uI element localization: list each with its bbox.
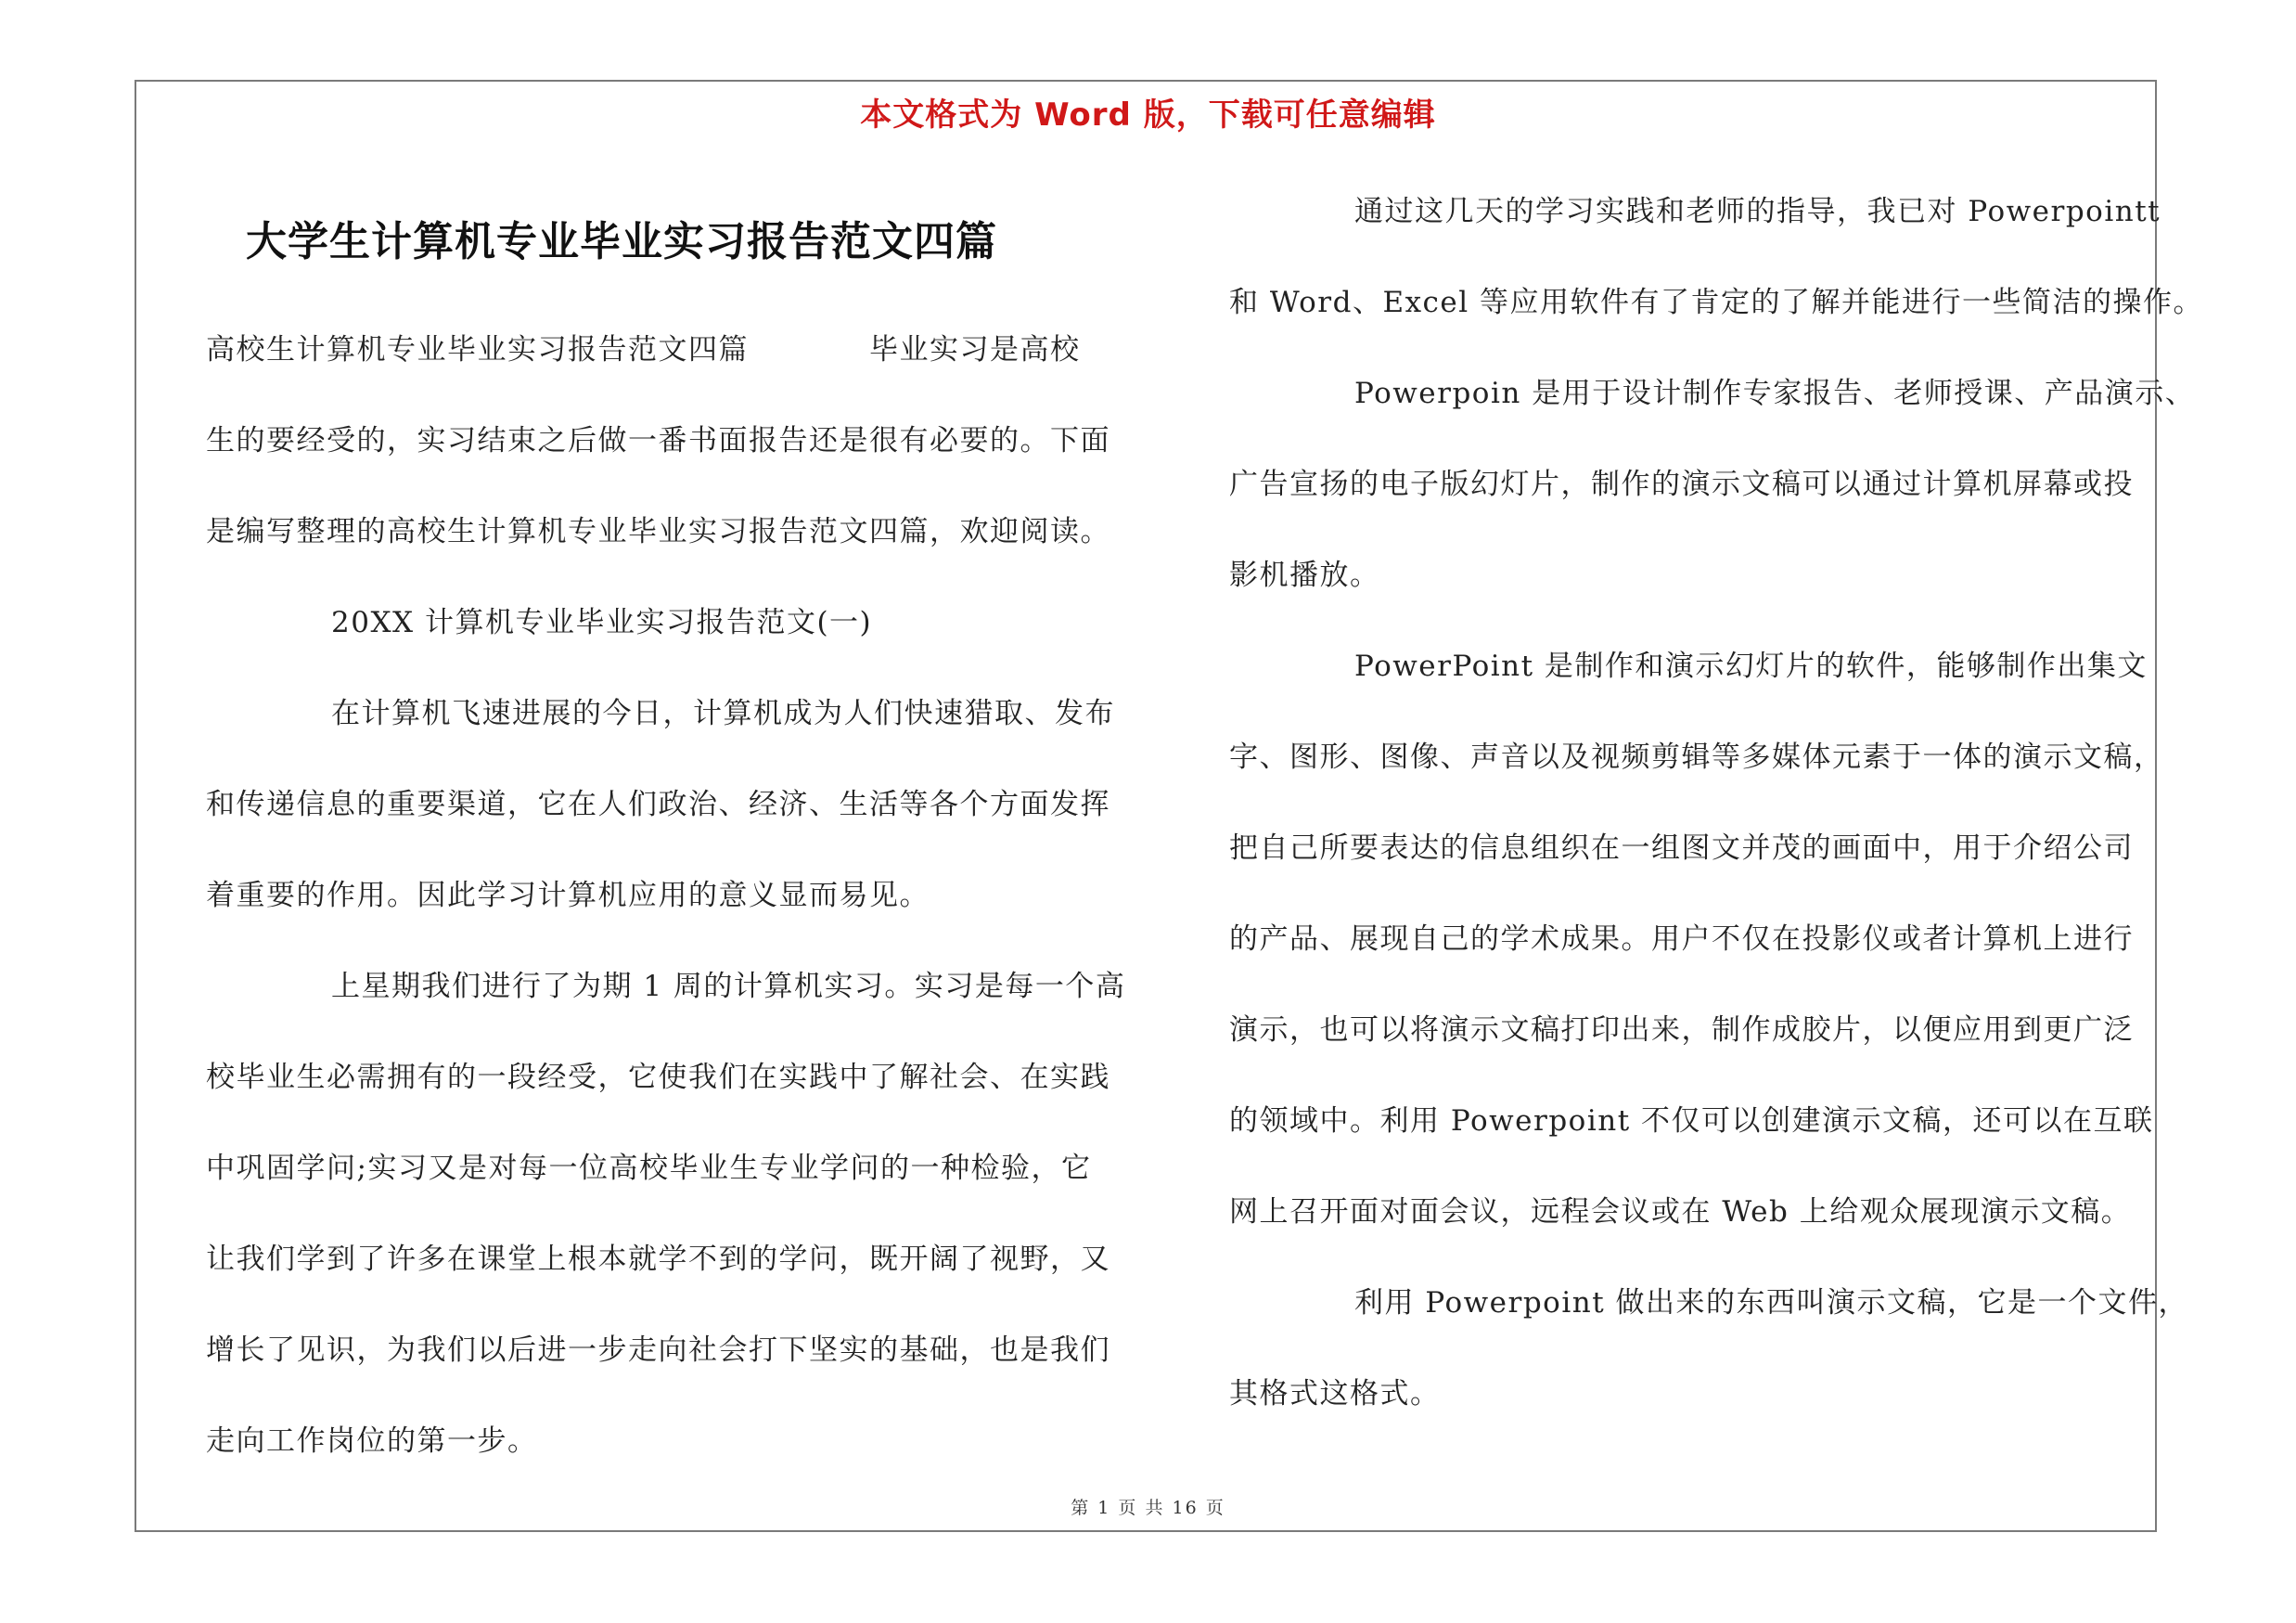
paragraph-line: 让我们学到了许多在课堂上根本就学不到的学问，既开阔了视野，又	[206, 1243, 1110, 1276]
intro-text-continued: 毕业实习是高校	[869, 333, 1081, 367]
paragraph-line: 着重要的作用。因此学习计算机应用的意义显而易见。	[206, 879, 930, 912]
word-format-banner: 本文格式为 Word 版，下载可任意编辑	[860, 97, 1436, 134]
paragraph-line: 在计算机飞速进展的今日，计算机成为人们快速猎取、发布	[331, 697, 1115, 730]
paragraph-line: 字、图形、图像、声音以及视频剪辑等多媒体元素于一体的演示文稿，	[1229, 741, 2164, 774]
document-title: 大学生计算机专业毕业实习报告范文四篇	[246, 218, 997, 265]
right-column	[1229, 166, 2204, 1439]
paragraph-line: 增长了见识，为我们以后进一步走向社会打下坚实的基础，也是我们	[206, 1333, 1110, 1367]
paragraph-line: 校毕业生必需拥有的一段经受，它使我们在实践中了解社会、在实践	[206, 1061, 1110, 1094]
paragraph-line: 网上召开面对面会议，远程会议或在 Web 上给观众展现演示文稿。	[1229, 1195, 2132, 1229]
paragraph-line: 和 Word、Excel 等应用软件有了肯定的了解并能进行一些简洁的操作。	[1229, 286, 2204, 319]
section-heading: 20XX 计算机专业毕业实习报告范文(一)	[331, 606, 873, 639]
paragraph-line: 中巩固学问;实习又是对每一位高校毕业生专业学问的一种检验，它	[206, 1152, 1092, 1185]
paragraph-line: 广告宣扬的电子版幻灯片，制作的演示文稿可以通过计算机屏幕或投	[1229, 468, 2134, 501]
paragraph-line: 的领域中。利用 Powerpoint 不仅可以创建演示文稿，还可以在互联	[1229, 1104, 2154, 1138]
paragraph-line: 利用 Powerpoint 做出来的东西叫演示文稿，它是一个文件，	[1354, 1286, 2189, 1320]
paragraph-line: 影机播放。	[1229, 559, 1380, 592]
paragraph-line: 把自己所要表达的信息组织在一组图文并茂的画面中，用于介绍公司	[1229, 831, 2134, 865]
paragraph-line: 演示，也可以将演示文稿打印出来，制作成胶片，以便应用到更广泛	[1229, 1013, 2134, 1047]
page-number: 第 1 页 共 16 页	[1071, 1498, 1225, 1518]
paragraph-line: 生的要经受的，实习结束之后做一番书面报告还是很有必要的。下面	[206, 424, 1110, 457]
paragraph-line: PowerPoint 是制作和演示幻灯片的软件，能够制作出集文	[1354, 650, 2148, 683]
intro-text: 高校生计算机专业毕业实习报告范文四篇	[206, 333, 749, 367]
paragraph-line: 走向工作岗位的第一步。	[206, 1424, 538, 1458]
paragraph-line	[206, 304, 1143, 395]
paragraph-line: 上星期我们进行了为期 1 周的计算机实习。实习是每一个高	[331, 970, 1126, 1003]
paragraph-line: 是编写整理的高校生计算机专业毕业实习报告范文四篇，欢迎阅读。	[206, 515, 1110, 548]
paragraph-line: Powerpoin 是用于设计制作专家报告、老师授课、产品演示、	[1354, 377, 2196, 410]
paragraph-line: 和传递信息的重要渠道，它在人们政治、经济、生活等各个方面发挥	[206, 788, 1110, 821]
paragraph-line: 其格式这格式。	[1229, 1377, 1441, 1410]
paragraph-line: 的产品、展现自己的学术成果。用户不仅在投影仪或者计算机上进行	[1229, 922, 2134, 956]
paragraph-line: 通过这几天的学习实践和老师的指导，我已对 Powerpointt	[1354, 195, 2161, 228]
left-column	[206, 304, 1143, 1487]
